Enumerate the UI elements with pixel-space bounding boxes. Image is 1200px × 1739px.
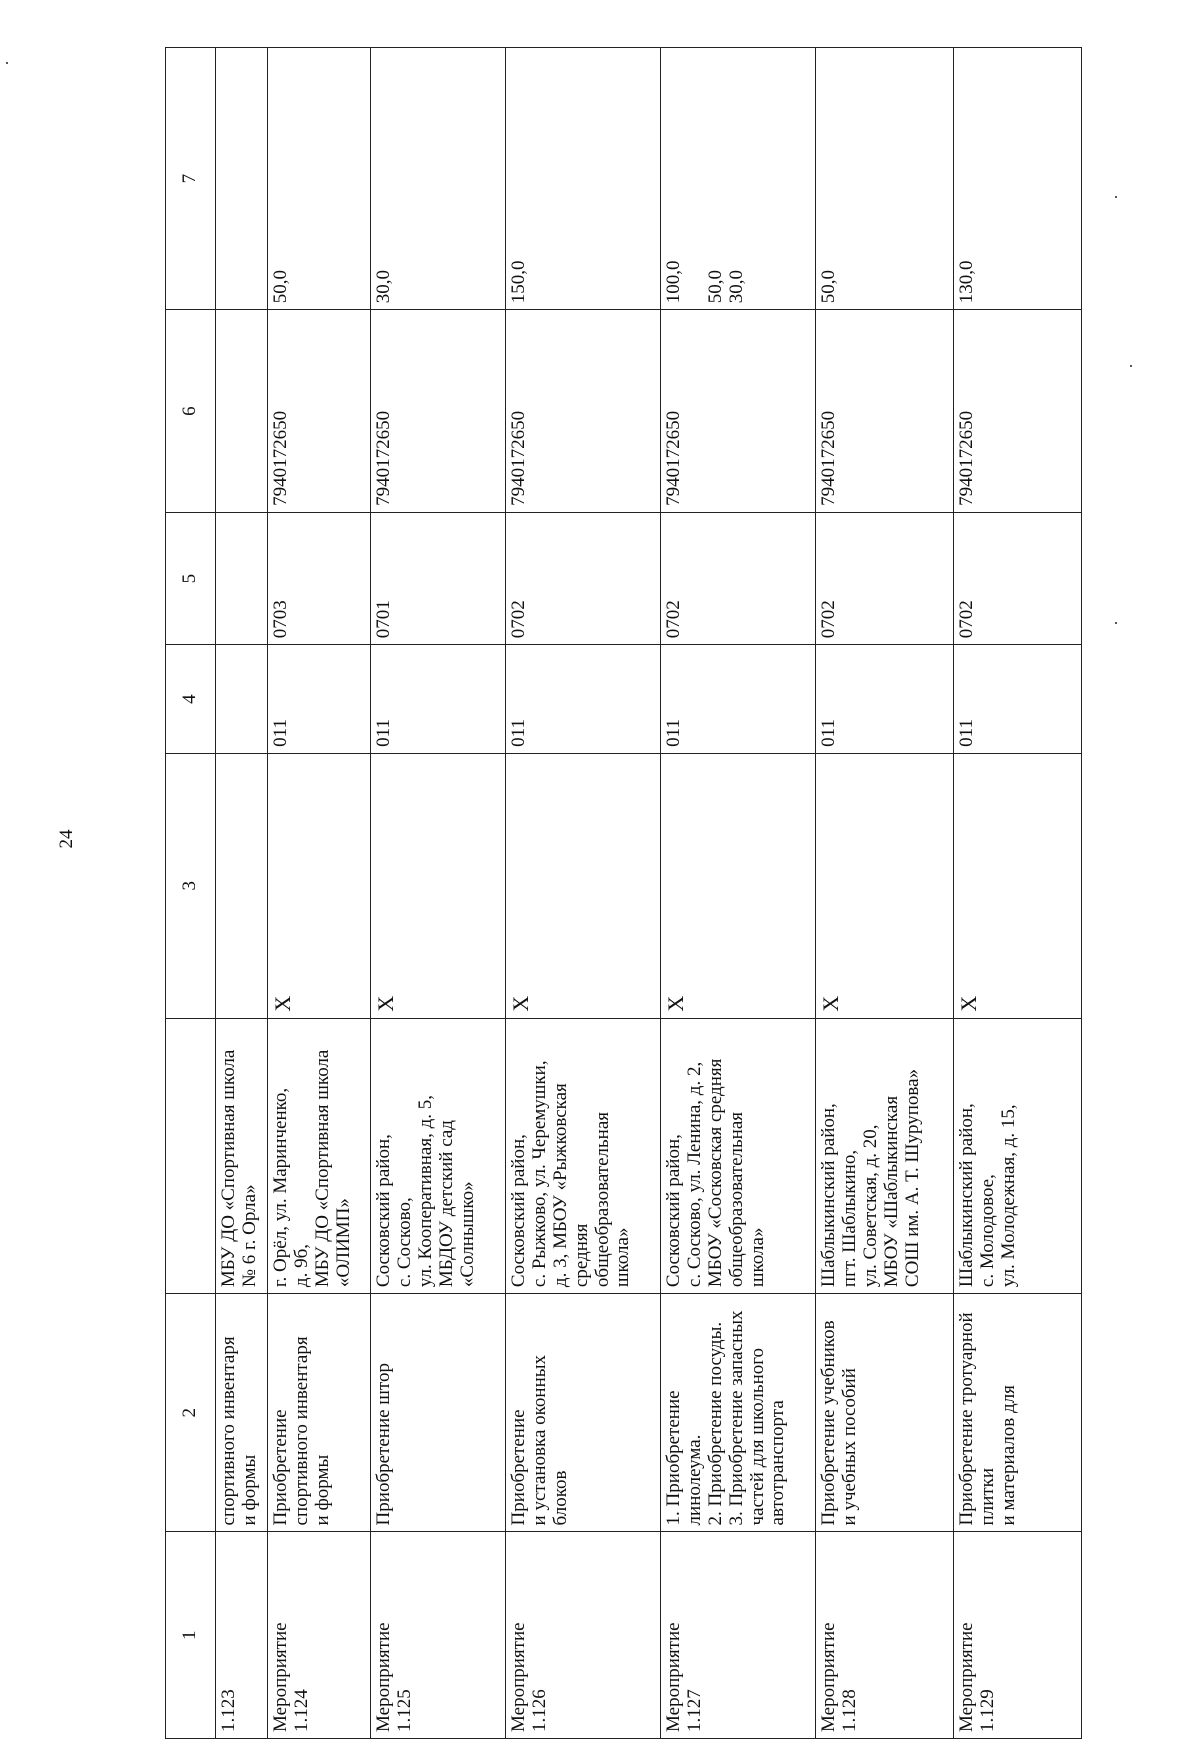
- cell-col7: 50,0: [268, 48, 371, 310]
- cell-col5: 0702: [816, 512, 954, 644]
- cell-col3: [216, 753, 268, 1018]
- cell-col4: 011: [816, 645, 954, 754]
- table-row: [816, 48, 954, 1739]
- cell-number: Мероприятие 1.126: [506, 1532, 661, 1739]
- cell-activity: спортивного инвентаря и формы: [216, 1294, 268, 1532]
- cell-col7: 150,0: [506, 48, 661, 310]
- rotated-table-container: [165, 47, 1081, 1739]
- header-cell: 2: [166, 1294, 216, 1532]
- cell-number: Мероприятие 1.125: [371, 1532, 506, 1739]
- header-cell: 5: [166, 512, 216, 644]
- cell-address: г. Орёл, ул. Маринченко, д. 9б, МБУ ДО «Спортивная школа «ОЛИМП»: [268, 1018, 371, 1293]
- cell-address: Шаблыкинский район, пгт. Шаблыкино, ул. Советская, д. 20, МБОУ «Шаблыкинская СОШ им. А. Т. Шурупова»: [816, 1018, 954, 1293]
- table-row: [954, 48, 1082, 1739]
- table-row: [216, 48, 268, 1739]
- cell-activity: 1. Приобретение линолеума. 2. Приобретение посуды. 3. Приобретение запасных частей для школьного автотранспорта: [661, 1294, 816, 1532]
- cell-col6: 7940172650: [661, 310, 816, 513]
- table-row: [661, 48, 816, 1739]
- scan-speck: [6, 62, 8, 64]
- cell-address: Шаблыкинский район, с. Молодовое, ул. Молодежная, д. 15,: [954, 1018, 1082, 1293]
- header-cell: 7: [166, 48, 216, 310]
- cell-number: 1.123: [216, 1532, 268, 1739]
- cell-col3: Х: [268, 753, 371, 1018]
- table-row: [371, 48, 506, 1739]
- header-cell: 1: [166, 1532, 216, 1739]
- cell-col6: 7940172650: [816, 310, 954, 513]
- cell-col4: 011: [268, 645, 371, 754]
- cell-activity: Приобретение тротуарной плитки и материалов для: [954, 1294, 1082, 1532]
- cell-col5: 0703: [268, 512, 371, 644]
- cell-col4: 011: [371, 645, 506, 754]
- cell-col7: 30,0: [371, 48, 506, 310]
- cell-col7: 100,0 50,0 30,0: [661, 48, 816, 310]
- cell-col7: 50,0: [816, 48, 954, 310]
- cell-activity: Приобретение и установка оконных блоков: [506, 1294, 661, 1532]
- cell-address: Сосковский район, с. Сосково, ул. Кооперативная, д. 5, МБДОУ детский сад «Солнышко»: [371, 1018, 506, 1293]
- cell-col5: 0702: [506, 512, 661, 644]
- cell-activity: Приобретение спортивного инвентаря и формы: [268, 1294, 371, 1532]
- cell-col7: 130,0: [954, 48, 1082, 310]
- budget-table: [165, 47, 1082, 1739]
- cell-col3: Х: [661, 753, 816, 1018]
- cell-activity: Приобретение штор: [371, 1294, 506, 1532]
- cell-col5: 0702: [661, 512, 816, 644]
- cell-address: Сосковский район, с. Рыжково, ул. Черемушки, д. 3, МБОУ «Рыжковская средняя общеобразовательная школа»: [506, 1018, 661, 1293]
- cell-col3: Х: [506, 753, 661, 1018]
- cell-col3: Х: [816, 753, 954, 1018]
- cell-col7: [216, 48, 268, 310]
- cell-col6: 7940172650: [506, 310, 661, 513]
- header-row: [166, 48, 216, 1739]
- cell-col6: 7940172650: [268, 310, 371, 513]
- cell-col5: [216, 512, 268, 644]
- scan-speck: [1130, 365, 1132, 367]
- cell-number: Мероприятие 1.124: [268, 1532, 371, 1739]
- table-row: [268, 48, 371, 1739]
- cell-col5: 0702: [954, 512, 1082, 644]
- cell-activity: Приобретение учебников и учебных пособий: [816, 1294, 954, 1532]
- scan-speck: [1115, 622, 1117, 624]
- cell-col6: 7940172650: [371, 310, 506, 513]
- cell-address: Сосковский район, с. Сосково, ул. Ленина, д. 2, МБОУ «Сосковская средняя общеобразовательная школа»: [661, 1018, 816, 1293]
- cell-col3: Х: [954, 753, 1082, 1018]
- cell-col4: [216, 645, 268, 754]
- header-cell: [166, 1018, 216, 1293]
- page-number: 24: [56, 829, 77, 849]
- cell-number: Мероприятие 1.129: [954, 1532, 1082, 1739]
- header-cell: 4: [166, 645, 216, 754]
- cell-col4: 011: [661, 645, 816, 754]
- cell-col6: 7940172650: [954, 310, 1082, 513]
- cell-col4: 011: [954, 645, 1082, 754]
- cell-col6: [216, 310, 268, 513]
- cell-col3: Х: [371, 753, 506, 1018]
- cell-address: МБУ ДО «Спортивная школа № 6 г. Орла»: [216, 1018, 268, 1293]
- scan-speck: [1115, 196, 1117, 198]
- cell-number: Мероприятие 1.128: [816, 1532, 954, 1739]
- cell-col4: 011: [506, 645, 661, 754]
- header-cell: 6: [166, 310, 216, 513]
- cell-col5: 0701: [371, 512, 506, 644]
- cell-number: Мероприятие 1.127: [661, 1532, 816, 1739]
- table-row: [506, 48, 661, 1739]
- header-cell: 3: [166, 753, 216, 1018]
